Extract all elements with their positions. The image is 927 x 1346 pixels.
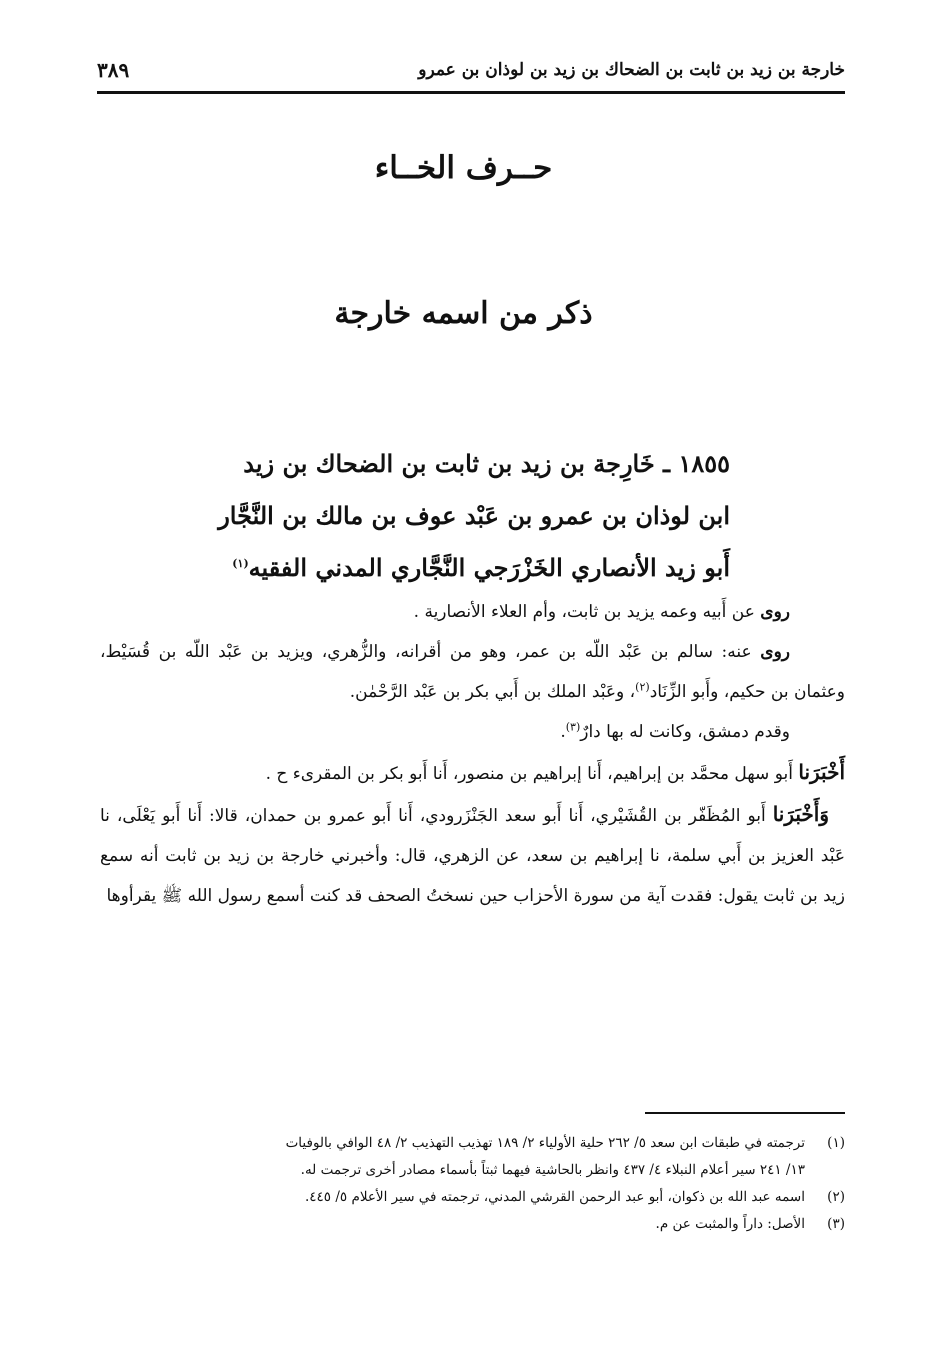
running-title: خارجة بن زيد بن ثابت بن الضحاك بن زيد بن لوذان بن عمرو [418,60,845,80]
running-header [97,58,845,94]
paragraph-text-end: ، وعَبْد الملك بن أَبي بكر بن عَبْد الرَّحْمٰن. [349,682,636,702]
body-text [100,592,845,916]
footnote-3 [100,1211,845,1238]
footnote-number: (١) [827,1135,845,1151]
keyword-waakhbarana: وَأَخْبَرَنا [772,802,829,826]
footnote-ref-1: (١) [232,557,249,570]
paragraph-end: . [560,722,566,742]
footnote-number: (٣) [827,1216,845,1232]
entry-heading-line-2: ابن لوذان بن عمرو بن عَبْد عوف بن مالك بن النَّجَّار [218,501,730,530]
keyword-rawa: روى [760,642,790,662]
entry-heading [150,438,730,594]
entry-heading-line-3-text: أَبو زيد الأنصاري الخَزْرَجي النَّجَّاري المدني الفقيه [248,553,730,582]
entry-heading-line-1: ١٨٥٥ ـ خَارِجة بن زيد بن ثابت بن الضحاك بن زيد [243,449,730,478]
footnote-2 [100,1184,845,1211]
paragraph-text: وقدم دمشق، وكانت له بها دارٌ [580,722,790,742]
keyword-rawa: روى [760,602,790,622]
paragraph-narrated-by [100,632,845,712]
footnote-1 [100,1130,845,1184]
paragraph-damascus [100,712,845,752]
paragraph-narrated-from [100,592,845,632]
paragraph-isnad-1 [100,752,845,794]
page-number: ٣٨٩ [97,58,130,82]
paragraph-text: عن أَبيه وعمه يزيد بن ثابت، وأم العلاء الأنصارية . [413,602,755,622]
entry-heading-line-3 [150,542,730,594]
footnote-ref-2: (٢) [635,680,650,694]
footnote-number: (٢) [827,1189,845,1205]
footnote-separator [645,1112,845,1114]
section-title: ذكر من اسمه خارجة [334,296,593,331]
keyword-akhbarana: أَخْبَرَنا [798,760,845,784]
paragraph-text: أَبو المُظَفّر بن القُشَيْري، أَنا أَبو سعد الجَنْزَرودي، أَنا أَبو عمرو بن حمدان، قالا: أَنا أَبو يَعْلَى، نا عَبْد العزيز بن أَبي سلمة، نا إبراهيم بن سعد، عن الزهري، قال: وأخبرني خارجة بن زيد بن ثابت أنه سمع زيد بن ثابت يقول: فقدت آية من سورة الأحزاب حين نسختُ الصحف قد كنت أسمع رسول الله ﷺ يقرأوها [100,806,845,906]
paragraph-text: أَبو سهل محمَّد بن إبراهيم، أَنا إبراهيم بن منصور، أَنا أَبو بكر بن المقرىء ح . [265,764,793,784]
footnote-line: ترجمته في طبقات ابن سعد ٥/ ٢٦٢ حلية الأولياء ٢/ ١٨٩ تهذيب التهذيب ٢/ ٤٨ الوافي بالوفيات [285,1135,805,1151]
footnote-line: الأصل: داراً والمثبت عن م. [655,1216,805,1232]
footnote-line: اسمه عبد الله بن ذكوان، أبو عبد الرحمن القرشي المدني، ترجمته في سير الأعلام ٥/ ٤٤٥. [305,1189,805,1205]
paragraph-text: عنه: سالم بن عَبْد اللّه بن عمر، وهو من أقرانه، والزُّهري، ويزيد بن عَبْد اللّه بن قُسَيْط، وعثمان بن حكيم، وأَبو الزِّنَاد [100,642,845,702]
chapter-title: حــرف الخــاء [374,150,553,186]
paragraph-isnad-2 [100,794,845,916]
footnotes [100,1130,845,1238]
footnote-ref-3: (٣) [565,720,581,734]
footnote-line: ١٣/ ٢٤١ سير أعلام النبلاء ٤/ ٤٣٧ وانظر بالحاشية فيهما ثبتاً بأسماء مصادر أخرى ترجمت له. [300,1162,805,1178]
